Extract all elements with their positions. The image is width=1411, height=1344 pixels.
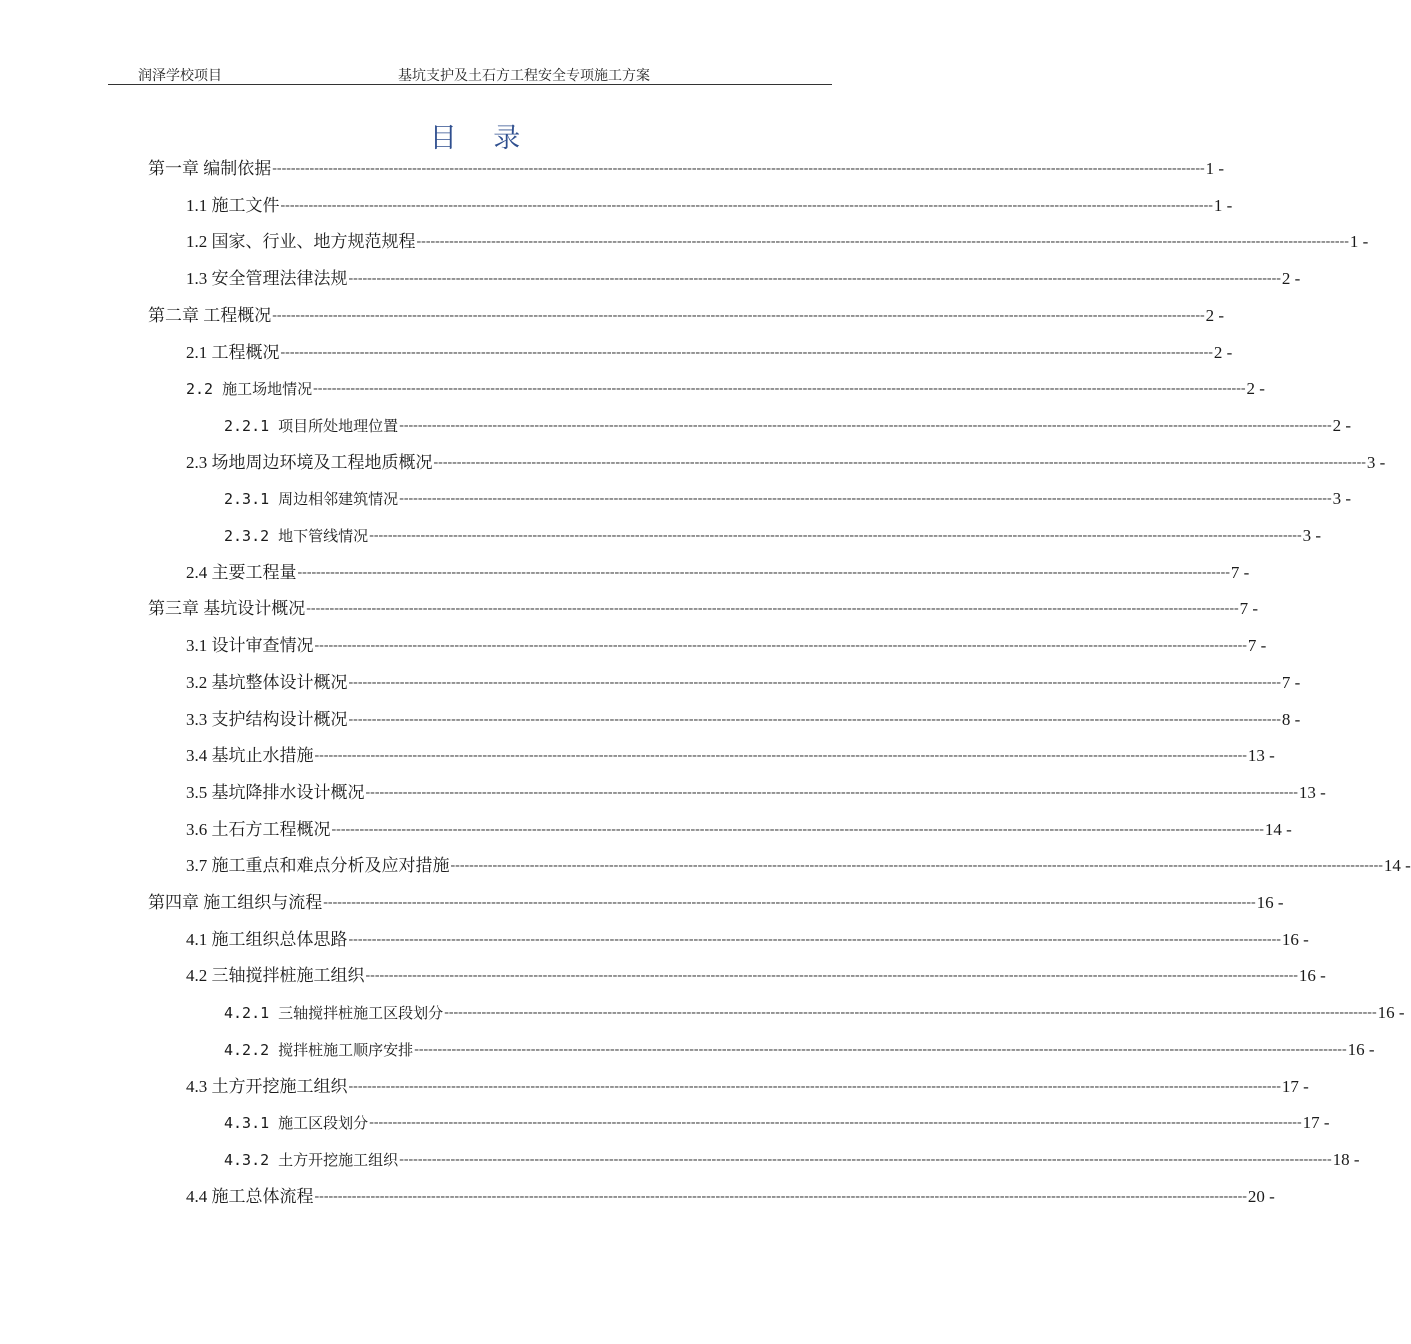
toc-entry-page: 7 -: [1239, 599, 1259, 619]
toc-entry-page: 8 -: [1281, 709, 1301, 729]
toc-entry[interactable]: [186, 743, 1275, 767]
toc-entry-label: 4.3 土方开挖施工组织: [186, 1076, 348, 1096]
toc-entry-page: 16 -: [1347, 1039, 1375, 1059]
toc-dot-leader: --------------------------------------------------------------------------------------------------------------------------------------------------------------------------------------------------------: [399, 491, 1332, 507]
toc-dot-leader: --------------------------------------------------------------------------------------------------------------------------------------------------------------------------------------------------------: [323, 895, 1256, 910]
toc-entry-page: 7 -: [1281, 672, 1301, 692]
toc-entry[interactable]: [186, 780, 1326, 804]
toc-entry-page: 16 -: [1377, 1003, 1405, 1023]
toc-dot-leader: --------------------------------------------------------------------------------------------------------------------------------------------------------------------------------------------------------: [331, 821, 1264, 837]
toc-entry[interactable]: [186, 927, 1309, 951]
toc-entry[interactable]: [186, 560, 1250, 584]
toc-entry-label: 3.5 基坑降排水设计概况: [186, 782, 365, 802]
toc-entry[interactable]: [186, 817, 1292, 841]
toc-entry-label: 2.3 场地周边环境及工程地质概况: [186, 452, 433, 472]
toc-entry-page: 14 -: [1264, 819, 1292, 839]
toc-dot-leader: --------------------------------------------------------------------------------------------------------------------------------------------------------------------------------------------------------: [369, 1115, 1302, 1131]
toc-entry-page: 18 -: [1332, 1149, 1360, 1169]
toc-entry[interactable]: [186, 450, 1386, 474]
toc-entry-label: 4.2.2 搅拌桩施工顺序安排: [224, 1040, 414, 1059]
toc-entry-label: 第四章 施工组织与流程: [148, 893, 323, 912]
toc-entry[interactable]: [186, 340, 1233, 364]
toc-dot-leader: --------------------------------------------------------------------------------------------------------------------------------------------------------------------------------------------------------: [416, 234, 1349, 250]
toc-dot-leader: --------------------------------------------------------------------------------------------------------------------------------------------------------------------------------------------------------: [306, 601, 1239, 617]
toc-entry-page: 2 -: [1281, 269, 1301, 289]
toc-dot-leader: --------------------------------------------------------------------------------------------------------------------------------------------------------------------------------------------------------: [280, 344, 1213, 360]
toc-entry-label: 3.6 土石方工程概况: [186, 819, 331, 839]
toc-dot-leader: --------------------------------------------------------------------------------------------------------------------------------------------------------------------------------------------------------: [348, 1078, 1281, 1094]
toc-entry[interactable]: [186, 670, 1301, 694]
header-document-title: 基坑支护及土石方工程安全专项施工方案: [398, 69, 650, 84]
toc-entry[interactable]: [224, 413, 1352, 437]
toc-entry[interactable]: [186, 963, 1326, 987]
toc-dot-leader: --------------------------------------------------------------------------------------------------------------------------------------------------------------------------------------------------------: [313, 381, 1246, 397]
toc-entry-label: 3.7 施工重点和难点分析及应对措施: [186, 856, 450, 876]
toc-entry[interactable]: [148, 890, 1284, 914]
toc-entry[interactable]: [186, 853, 1411, 877]
toc-entry-page: 2 -: [1332, 415, 1352, 435]
toc-dot-leader: --------------------------------------------------------------------------------------------------------------------------------------------------------------------------------------------------------: [444, 1005, 1377, 1021]
toc-entry-page: 1 -: [1213, 195, 1233, 215]
toc-entry[interactable]: [186, 1074, 1309, 1098]
toc-entry-label: 2.3.1 周边相邻建筑情况: [224, 490, 399, 509]
toc-entry-label: 2.1 工程概况: [186, 342, 280, 362]
toc-entry-label: 3.3 支护结构设计概况: [186, 709, 348, 729]
toc-entry-page: 1 -: [1349, 232, 1369, 252]
toc-entry-label: 4.3.1 施工区段划分: [224, 1114, 369, 1133]
toc-entry-page: 3 -: [1366, 452, 1386, 472]
toc-entry-page: 16 -: [1256, 893, 1284, 912]
toc-entry[interactable]: [224, 1000, 1405, 1024]
toc-entry[interactable]: [186, 707, 1301, 731]
toc-dot-leader: --------------------------------------------------------------------------------------------------------------------------------------------------------------------------------------------------------: [314, 748, 1247, 764]
toc-entry-page: 2 -: [1246, 379, 1265, 399]
toc-entry[interactable]: [186, 229, 1369, 253]
toc-title: 目 录: [429, 123, 535, 154]
toc-entry-label: 2.4 主要工程量: [186, 562, 297, 582]
toc-entry-label: 4.2.1 三轴搅拌桩施工区段划分: [224, 1004, 444, 1023]
toc-entry-page: 7 -: [1230, 562, 1250, 582]
toc-entry-label: 3.1 设计审查情况: [186, 636, 314, 656]
toc-entry-label: 第一章 编制依据: [148, 159, 272, 178]
toc-dot-leader: --------------------------------------------------------------------------------------------------------------------------------------------------------------------------------------------------------: [348, 931, 1281, 947]
toc-entry-page: 17 -: [1302, 1113, 1330, 1133]
toc-entry-page: 13 -: [1247, 746, 1275, 766]
toc-entry-label: 4.2 三轴搅拌桩施工组织: [186, 966, 365, 986]
toc-entry-label: 3.2 基坑整体设计概况: [186, 672, 348, 692]
toc-entry[interactable]: [224, 1147, 1360, 1171]
toc-entry-page: 1 -: [1205, 159, 1225, 178]
toc-entry-page: 17 -: [1281, 1076, 1309, 1096]
toc-dot-leader: --------------------------------------------------------------------------------------------------------------------------------------------------------------------------------------------------------: [297, 564, 1230, 580]
toc-entry[interactable]: [148, 156, 1225, 180]
toc-entry-page: 14 -: [1383, 856, 1411, 876]
toc-entry-page: 3 -: [1332, 489, 1352, 509]
toc-entry[interactable]: [224, 1037, 1375, 1061]
toc-entry-page: 16 -: [1281, 929, 1309, 949]
toc-entry[interactable]: [186, 633, 1267, 657]
toc-entry-label: 1.1 施工文件: [186, 195, 280, 215]
toc-dot-leader: --------------------------------------------------------------------------------------------------------------------------------------------------------------------------------------------------------: [369, 528, 1302, 543]
toc-entry[interactable]: [186, 266, 1301, 290]
toc-entry-label: 1.3 安全管理法律法规: [186, 269, 348, 289]
toc-entry[interactable]: [186, 193, 1233, 217]
toc-entry-page: 3 -: [1302, 526, 1322, 545]
toc-entry-label: 1.2 国家、行业、地方规范规程: [186, 232, 416, 252]
toc-entry[interactable]: [186, 1184, 1275, 1208]
page-header: [108, 64, 832, 85]
toc-dot-leader: --------------------------------------------------------------------------------------------------------------------------------------------------------------------------------------------------------: [399, 1151, 1332, 1167]
toc-entry[interactable]: [186, 376, 1265, 400]
toc-entry-label: 第二章 工程概况: [148, 305, 272, 325]
toc-dot-leader: --------------------------------------------------------------------------------------------------------------------------------------------------------------------------------------------------------: [280, 197, 1213, 213]
toc-dot-leader: --------------------------------------------------------------------------------------------------------------------------------------------------------------------------------------------------------: [365, 968, 1298, 984]
toc-dot-leader: --------------------------------------------------------------------------------------------------------------------------------------------------------------------------------------------------------: [348, 674, 1281, 690]
toc-entry-page: 16 -: [1298, 966, 1326, 986]
toc-dot-leader: --------------------------------------------------------------------------------------------------------------------------------------------------------------------------------------------------------: [314, 1188, 1247, 1204]
toc-entry[interactable]: [224, 523, 1322, 547]
toc-entry-label: 4.3.2 土方开挖施工组织: [224, 1150, 399, 1169]
toc-dot-leader: --------------------------------------------------------------------------------------------------------------------------------------------------------------------------------------------------------: [272, 307, 1205, 323]
toc-dot-leader: --------------------------------------------------------------------------------------------------------------------------------------------------------------------------------------------------------: [399, 417, 1332, 433]
toc-dot-leader: --------------------------------------------------------------------------------------------------------------------------------------------------------------------------------------------------------: [314, 638, 1247, 654]
toc-entry[interactable]: [148, 303, 1225, 327]
header-project-name: 润泽学校项目: [138, 69, 222, 84]
toc-dot-leader: --------------------------------------------------------------------------------------------------------------------------------------------------------------------------------------------------------: [414, 1041, 1347, 1057]
toc-entry-page: 2 -: [1213, 342, 1233, 362]
toc-entry-label: 4.1 施工组织总体思路: [186, 929, 348, 949]
toc-dot-leader: --------------------------------------------------------------------------------------------------------------------------------------------------------------------------------------------------------: [433, 454, 1366, 470]
toc-entry-label: 第三章 基坑设计概况: [148, 599, 306, 619]
toc-entry-page: 13 -: [1298, 782, 1326, 802]
toc-entry-page: 7 -: [1247, 636, 1267, 656]
toc-entry-page: 2 -: [1205, 305, 1225, 325]
toc-entry-label: 2.2.1 项目所处地理位置: [224, 416, 399, 435]
toc-dot-leader: --------------------------------------------------------------------------------------------------------------------------------------------------------------------------------------------------------: [365, 784, 1298, 800]
toc-dot-leader: --------------------------------------------------------------------------------------------------------------------------------------------------------------------------------------------------------: [348, 271, 1281, 287]
toc-entry-label: 2.2 施工场地情况: [186, 380, 313, 399]
toc-entry-label: 4.4 施工总体流程: [186, 1186, 314, 1206]
toc-entry[interactable]: [148, 596, 1259, 620]
toc-dot-leader: --------------------------------------------------------------------------------------------------------------------------------------------------------------------------------------------------------: [348, 711, 1281, 727]
toc-entry-label: 2.3.2 地下管线情况: [224, 527, 369, 545]
toc-entry-page: 20 -: [1247, 1186, 1275, 1206]
toc-entry-label: 3.4 基坑止水措施: [186, 746, 314, 766]
toc-dot-leader: --------------------------------------------------------------------------------------------------------------------------------------------------------------------------------------------------------: [450, 858, 1383, 874]
toc-entry[interactable]: [224, 1110, 1330, 1134]
toc-entry[interactable]: [224, 486, 1352, 510]
toc-dot-leader: --------------------------------------------------------------------------------------------------------------------------------------------------------------------------------------------------------: [272, 161, 1205, 176]
